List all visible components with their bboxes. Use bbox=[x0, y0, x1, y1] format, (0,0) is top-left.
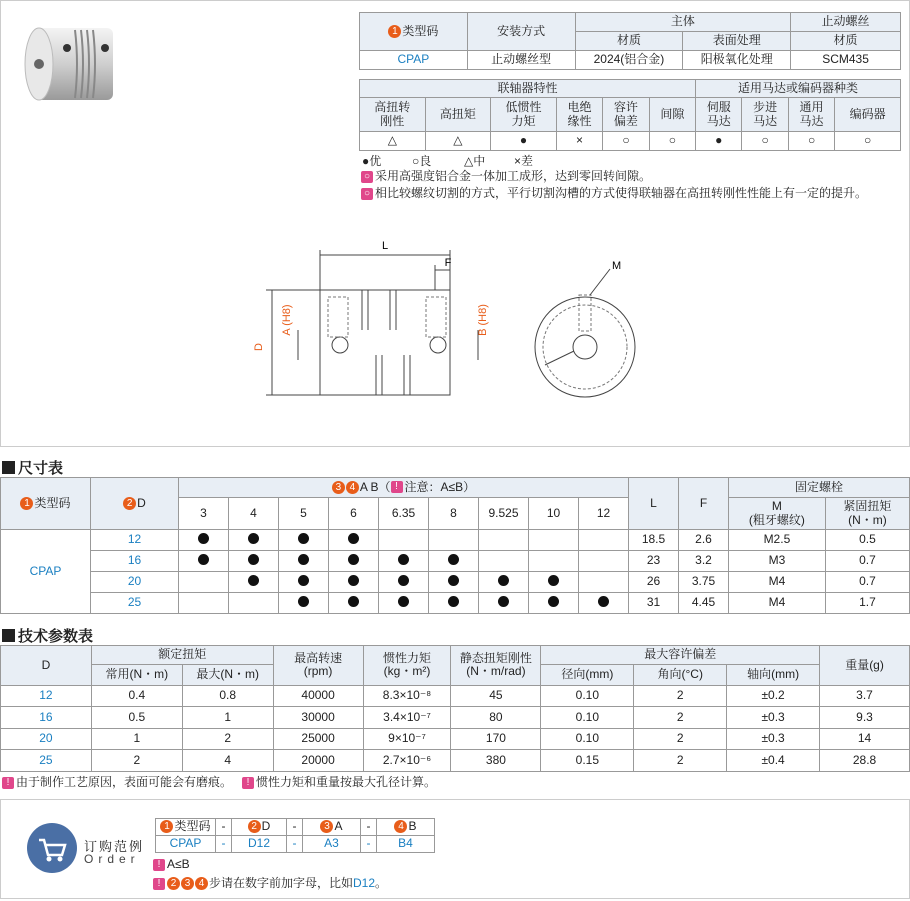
availability-cell bbox=[329, 551, 379, 572]
feature-col-header: 通用 马达 bbox=[788, 98, 834, 132]
available-dot bbox=[348, 596, 359, 607]
type-code: CPAP bbox=[360, 51, 468, 70]
bore-size-header: 12 bbox=[579, 498, 629, 530]
availability-cell bbox=[229, 530, 279, 551]
stiff-cell: 380 bbox=[451, 750, 541, 772]
note-2: ○ 相比较螺纹切割的方式，平行切割沟槽的方式使得联轴器在高扭转刚性性能上有一定的提升。 bbox=[361, 184, 867, 201]
bore-size-header: 5 bbox=[279, 498, 329, 530]
availability-cell bbox=[529, 551, 579, 572]
table-row bbox=[1, 530, 910, 551]
torque-header: 紧固扭矩 (N・m) bbox=[825, 498, 909, 530]
available-dot bbox=[398, 554, 409, 565]
availability-cell bbox=[479, 551, 529, 572]
dim-L: L bbox=[381, 240, 389, 252]
feature-value: × bbox=[556, 132, 602, 151]
d-cell: 20 bbox=[91, 572, 179, 593]
feature-col-header: 容许 偏差 bbox=[603, 98, 649, 132]
bore-size-header: 3 bbox=[179, 498, 229, 530]
availability-cell bbox=[379, 593, 429, 614]
feature-col-header: 电绝 缘性 bbox=[556, 98, 602, 132]
availability-cell bbox=[429, 593, 479, 614]
d-cell: 12 bbox=[91, 530, 179, 551]
radial-cell: 0.10 bbox=[541, 707, 634, 729]
m-cell: M2.5 bbox=[729, 530, 826, 551]
availability-cell bbox=[379, 530, 429, 551]
availability-cell bbox=[279, 551, 329, 572]
available-dot bbox=[348, 554, 359, 565]
D-cell: 12 bbox=[1, 685, 92, 707]
feature-col-header: 步进 马达 bbox=[742, 98, 788, 132]
availability-cell bbox=[329, 593, 379, 614]
max-cell: 4 bbox=[182, 750, 273, 772]
table-row bbox=[1, 707, 910, 729]
available-dot bbox=[398, 575, 409, 586]
weight-cell: 3.7 bbox=[820, 685, 910, 707]
m-cell: M3 bbox=[729, 551, 826, 572]
availability-cell bbox=[279, 593, 329, 614]
axial-cell: ±0.4 bbox=[727, 750, 820, 772]
f-cell: 4.45 bbox=[679, 593, 729, 614]
dim-A: A (H8) bbox=[281, 304, 293, 336]
feature-value: ● bbox=[491, 132, 557, 151]
stiff-cell: 170 bbox=[451, 728, 541, 750]
availability-cell bbox=[279, 530, 329, 551]
available-dot bbox=[298, 596, 309, 607]
availability-cell bbox=[579, 593, 629, 614]
max-cell: 0.8 bbox=[182, 685, 273, 707]
f-cell: 3.75 bbox=[679, 572, 729, 593]
order-note-2: ! 2 3 4 步请在数字前加字母，比如D12。 bbox=[153, 874, 387, 891]
availability-cell bbox=[329, 572, 379, 593]
available-dot bbox=[198, 554, 209, 565]
availability-cell bbox=[479, 593, 529, 614]
normal-cell: 0.4 bbox=[91, 685, 182, 707]
inertia-cell: 3.4×10⁻⁷ bbox=[363, 707, 451, 729]
availability-cell bbox=[579, 551, 629, 572]
available-dot bbox=[448, 596, 459, 607]
dimension-table: 1 类型码 2 D 3 4 A B（ ! 注意：A≤B） L F 固定螺栓 3 4 5 6 6.35 8 9.525 10 12 M (粗牙螺纹) 紧固扭矩 (N・m) CPAP 12 18.5 2.6 M2.5 0.5 16 23 3.2 M3 0.7 20 26 3.75 M4 0.7 25 31 4.45 M4 1.7 bbox=[0, 477, 910, 614]
normal-cell: 1 bbox=[91, 728, 182, 750]
l-cell: 31 bbox=[629, 593, 679, 614]
available-dot bbox=[198, 533, 209, 544]
available-dot bbox=[348, 575, 359, 586]
table-row bbox=[1, 593, 910, 614]
t-cell: 0.7 bbox=[825, 551, 909, 572]
radial-cell: 0.10 bbox=[541, 728, 634, 750]
availability-cell bbox=[379, 572, 429, 593]
axial-cell: ±0.3 bbox=[727, 707, 820, 729]
legend: ●优 ○良 △中 ×差 bbox=[362, 154, 534, 168]
cart-icon bbox=[27, 823, 77, 873]
available-dot bbox=[298, 533, 309, 544]
availability-cell bbox=[179, 530, 229, 551]
availability-cell bbox=[179, 593, 229, 614]
type-cell: CPAP bbox=[1, 530, 91, 614]
t-cell: 0.7 bbox=[825, 572, 909, 593]
feature-value: △ bbox=[360, 132, 426, 151]
available-dot bbox=[448, 554, 459, 565]
order-subtitle: Order bbox=[84, 852, 140, 866]
note-1: ○ 采用高强度铝合金一体加工成形，达到零回转间隙。 bbox=[361, 167, 651, 184]
table-row bbox=[1, 551, 910, 572]
order-table: 1 类型码 - 2 D - 3 A - 4 B CPAP - D12 - A3 - B4 bbox=[155, 818, 435, 853]
available-dot bbox=[348, 533, 359, 544]
feature-value: ● bbox=[696, 132, 742, 151]
availability-cell bbox=[329, 530, 379, 551]
dim-B: B (H8) bbox=[477, 304, 489, 336]
bore-size-header: 10 bbox=[529, 498, 579, 530]
available-dot bbox=[298, 575, 309, 586]
l-cell: 23 bbox=[629, 551, 679, 572]
availability-cell bbox=[579, 530, 629, 551]
tech-notes: ! 由于制作工艺原因，表面可能会有磨痕。 ! 惯性力矩和重量按最大孔径计算。 bbox=[2, 773, 436, 790]
availability-cell bbox=[479, 572, 529, 593]
bolt-m-header: M (粗牙螺纹) bbox=[729, 498, 826, 530]
radial-cell: 0.10 bbox=[541, 685, 634, 707]
available-dot bbox=[248, 533, 259, 544]
stiff-cell: 45 bbox=[451, 685, 541, 707]
availability-cell bbox=[179, 551, 229, 572]
m-cell: M4 bbox=[729, 593, 826, 614]
f-cell: 2.6 bbox=[679, 530, 729, 551]
availability-cell bbox=[179, 572, 229, 593]
availability-cell bbox=[479, 530, 529, 551]
available-dot bbox=[398, 596, 409, 607]
inertia-cell: 2.7×10⁻⁶ bbox=[363, 750, 451, 772]
normal-cell: 0.5 bbox=[91, 707, 182, 729]
dim-F: F bbox=[444, 257, 452, 269]
available-dot bbox=[598, 596, 609, 607]
availability-cell bbox=[429, 530, 479, 551]
d-cell: 25 bbox=[91, 593, 179, 614]
availability-cell bbox=[379, 551, 429, 572]
feature-col-header: 低惯性 力矩 bbox=[491, 98, 557, 132]
available-dot bbox=[248, 575, 259, 586]
available-dot bbox=[248, 554, 259, 565]
feature-value: △ bbox=[425, 132, 491, 151]
availability-cell bbox=[529, 530, 579, 551]
feature-value: ○ bbox=[835, 132, 901, 151]
feature-table: 联轴器特性 适用马达或编码器种类 高扭转 刚性 高扭矩 低惯性 力矩 电绝 缘性 容许 偏差 间隙 伺服 马达 步进 马达 通用 马达 编码器 △ △ ● × ○ ○ ● ○ ○ ○ bbox=[359, 79, 901, 151]
order-title: 订购范例 bbox=[84, 839, 145, 854]
axial-cell: ±0.3 bbox=[727, 728, 820, 750]
table-row bbox=[1, 572, 910, 593]
inertia-cell: 9×10⁻⁷ bbox=[363, 728, 451, 750]
stiff-cell: 80 bbox=[451, 707, 541, 729]
available-dot bbox=[548, 596, 559, 607]
feature-col-header: 间隙 bbox=[649, 98, 695, 132]
spec-table: 1 类型码 安装方式 主体 止动螺丝 材质 表面处理 材质 CPAP 止动螺丝型 2024(铝合金) 阳极氧化处理 SCM435 bbox=[359, 12, 901, 70]
d-cell: 16 bbox=[91, 551, 179, 572]
speed-cell: 25000 bbox=[273, 728, 363, 750]
max-cell: 2 bbox=[182, 728, 273, 750]
l-cell: 26 bbox=[629, 572, 679, 593]
max-cell: 1 bbox=[182, 707, 273, 729]
angular-cell: 2 bbox=[634, 685, 727, 707]
available-dot bbox=[498, 575, 509, 586]
angular-cell: 2 bbox=[634, 728, 727, 750]
availability-cell bbox=[529, 593, 579, 614]
availability-cell bbox=[279, 572, 329, 593]
f-cell: 3.2 bbox=[679, 551, 729, 572]
D-cell: 20 bbox=[1, 728, 92, 750]
availability-cell bbox=[529, 572, 579, 593]
angular-cell: 2 bbox=[634, 750, 727, 772]
D-cell: 25 bbox=[1, 750, 92, 772]
feature-col-header: 伺服 马达 bbox=[696, 98, 742, 132]
speed-cell: 20000 bbox=[273, 750, 363, 772]
feature-value: ○ bbox=[788, 132, 834, 151]
availability-cell bbox=[429, 572, 479, 593]
speed-cell: 30000 bbox=[273, 707, 363, 729]
dim-section-title: 尺寸表 bbox=[2, 457, 63, 478]
availability-cell bbox=[579, 572, 629, 593]
l-cell: 18.5 bbox=[629, 530, 679, 551]
available-dot bbox=[498, 596, 509, 607]
available-dot bbox=[548, 575, 559, 586]
feature-col-header: 高扭转 刚性 bbox=[360, 98, 426, 132]
weight-cell: 28.8 bbox=[820, 750, 910, 772]
tech-section-title: 技术参数表 bbox=[2, 625, 93, 646]
availability-cell bbox=[229, 551, 279, 572]
technical-drawing bbox=[250, 235, 650, 410]
bore-size-header: 4 bbox=[229, 498, 279, 530]
weight-cell: 14 bbox=[820, 728, 910, 750]
product-photo bbox=[15, 14, 125, 114]
t-cell: 1.7 bbox=[825, 593, 909, 614]
availability-cell bbox=[229, 572, 279, 593]
availability-cell bbox=[429, 551, 479, 572]
feature-col-header: 高扭矩 bbox=[425, 98, 491, 132]
bore-size-header: 8 bbox=[429, 498, 479, 530]
bore-size-header: 9.525 bbox=[479, 498, 529, 530]
bore-size-header: 6.35 bbox=[379, 498, 429, 530]
angular-cell: 2 bbox=[634, 707, 727, 729]
table-row bbox=[1, 728, 910, 750]
feature-value: ○ bbox=[742, 132, 788, 151]
speed-cell: 40000 bbox=[273, 685, 363, 707]
dim-D: D bbox=[253, 343, 265, 351]
t-cell: 0.5 bbox=[825, 530, 909, 551]
axial-cell: ±0.2 bbox=[727, 685, 820, 707]
table-row bbox=[1, 685, 910, 707]
available-dot bbox=[298, 554, 309, 565]
dim-M: M bbox=[612, 260, 622, 272]
normal-cell: 2 bbox=[91, 750, 182, 772]
table-row bbox=[1, 750, 910, 772]
feature-value: ○ bbox=[603, 132, 649, 151]
D-cell: 16 bbox=[1, 707, 92, 729]
feature-col-header: 编码器 bbox=[835, 98, 901, 132]
availability-cell bbox=[229, 593, 279, 614]
m-cell: M4 bbox=[729, 572, 826, 593]
available-dot bbox=[448, 575, 459, 586]
feature-value: ○ bbox=[649, 132, 695, 151]
order-note-1: ! A≤B bbox=[153, 857, 190, 871]
radial-cell: 0.15 bbox=[541, 750, 634, 772]
bore-size-header: 6 bbox=[329, 498, 379, 530]
inertia-cell: 8.3×10⁻⁸ bbox=[363, 685, 451, 707]
weight-cell: 9.3 bbox=[820, 707, 910, 729]
tech-table: D 额定扭矩 最高转速 (rpm) 惯性力矩 (kg・m²) 静态扭矩刚性 (N・m/rad) 最大容许偏差 重量(g) 常用(N・m) 最大(N・m) 径向(mm) 角向(°C) 轴向(mm) 12 0.4 0.8 40000 8.3×10⁻⁸ 45 0.10 2 ±0.2 3.7 16 0.5 1 30000 3.4×10⁻⁷ 80 0.10 2 ±0.3 9.3 20 1 2 25000 9×10⁻⁷ 170 0.10 2 ±0.3 14 25 2 4 20000 2.7×10⁻⁶ 380 0.15 2 ±0.4 28.8 bbox=[0, 645, 910, 772]
